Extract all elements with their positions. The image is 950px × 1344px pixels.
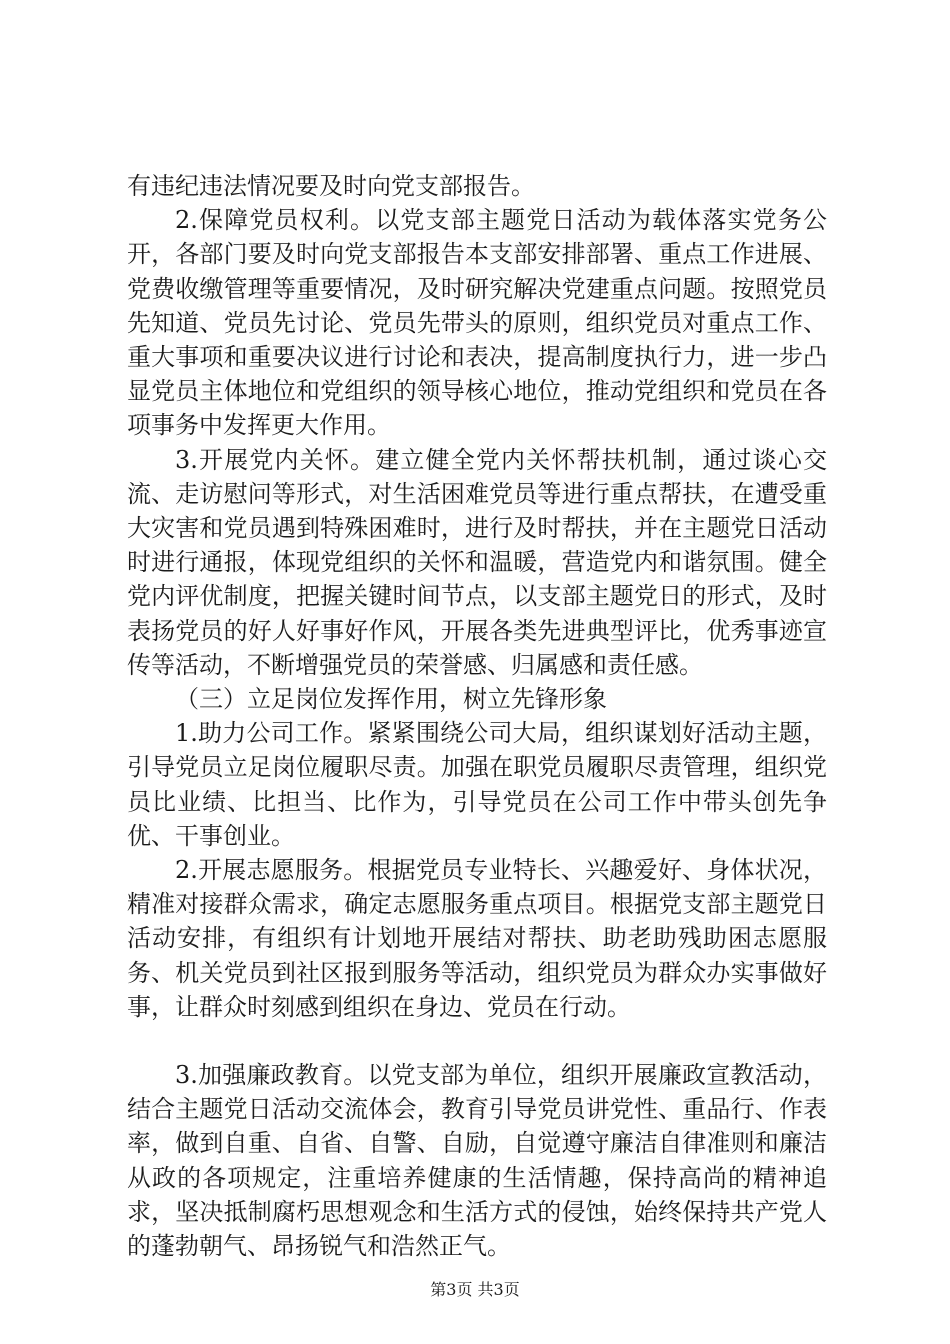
paragraph-item-1-work: 1.助力公司工作。紧紧围绕公司大局，组织谋划好活动主题，引导党员立足岗位履职尽责。加强在职党员履职尽责管理，组织党员比业绩、比担当、比作为，引导党员在公司工作中带头创先争优、干事创业。 bbox=[127, 719, 827, 850]
paragraph-item-3-care: 3.开展党内关怀。建立健全党内关怀帮扶机制，通过谈心交流、走访慰问等形式，对生活困难党员等进行重点帮扶，在遭受重大灾害和党员遇到特殊困难时，进行及时帮扶，并在主题党日活动时进行通报，体现党组织的关怀和温暖，营造党内和谐氛围。健全党内评优制度，把握关键时间节点，以支部主题党日的形式，及时表扬党员的好人好事好作风，开展各类先进典型评比，优秀事迹宣传等活动，不断增强党员的荣誉感、归属感和责任感。 bbox=[127, 445, 827, 679]
page-footer: 第3页 共3页 bbox=[430, 1280, 520, 1299]
paragraph-item-2-volunteer: 2.开展志愿服务。根据党员专业特长、兴趣爱好、身体状况，精准对接群众需求，确定志愿服务重点项目。根据党支部主题党日活动安排，有组织有计划地开展结对帮扶、助老助残助困志愿服务、机关党员到社区报到服务等活动，组织党员为群众办实事做好事，让群众时刻感到组织在身边、党员在行动。 bbox=[127, 856, 827, 1021]
paragraph-item-3-integrity: 3.加强廉政教育。以党支部为单位，组织开展廉政宣教活动，结合主题党日活动交流体会，教育引导党员讲党性、重品行、作表率，做到自重、自省、自警、自励，自觉遵守廉洁自律准则和廉洁从政的各项规定，注重培养健康的生活情趣，保持高尚的精神追求，坚决抵制腐朽思想观念和生活方式的侵蚀，始终保持共产党人的蓬勃朝气、昂扬锐气和浩然正气。 bbox=[127, 1061, 827, 1261]
section-heading-3: （三）立足岗位发挥作用，树立先锋形象 bbox=[175, 685, 607, 714]
paragraph-item-2-rights: 2.保障党员权利。以党支部主题党日活动为载体落实党务公开，各部门要及时向党支部报告本支部安排部署、重点工作进展、党费收缴管理等重要情况，及时研究解决党建重点问题。按照党员先知道、党员先讨论、党员先带头的原则，组织党员对重点工作、重大事项和重要决议进行讨论和表决，提高制度执行力，进一步凸显党员主体地位和党组织的领导核心地位，推动党组织和党员在各项事务中发挥更大作用。 bbox=[127, 206, 827, 440]
document-body bbox=[127, 169, 827, 1263]
paragraph-continuation: 有违纪违法情况要及时向党支部报告。 bbox=[127, 172, 535, 200]
